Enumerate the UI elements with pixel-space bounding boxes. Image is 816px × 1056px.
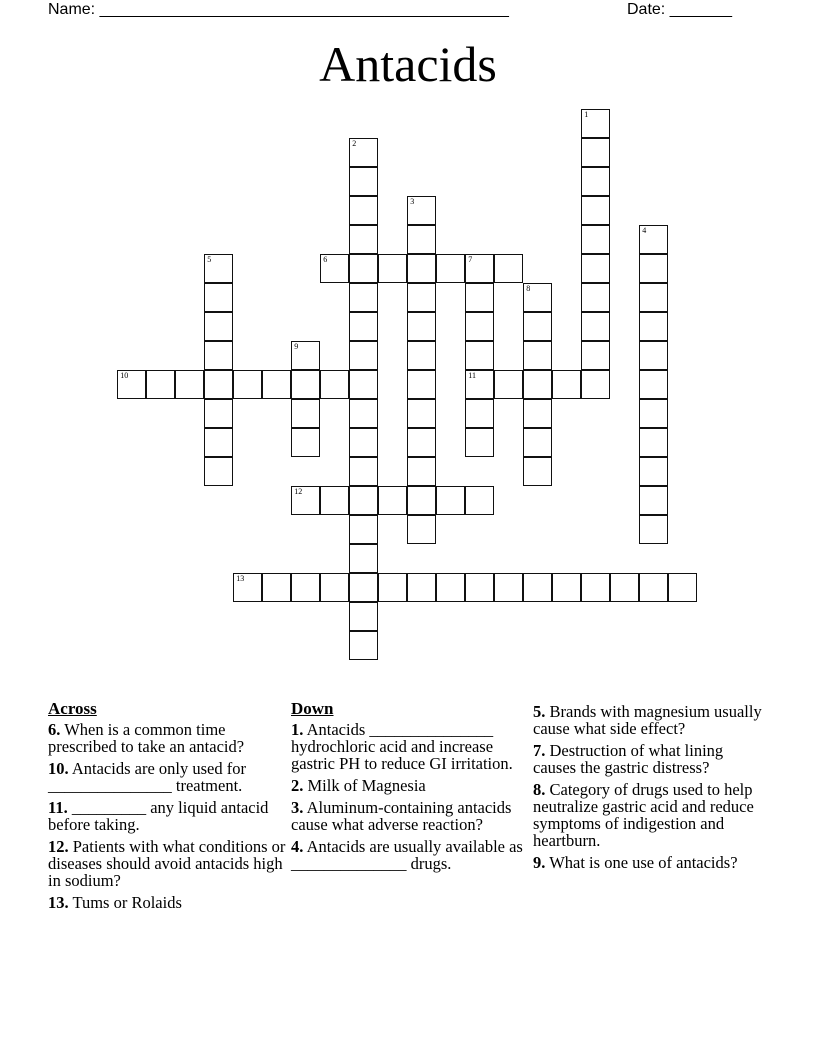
clue-text: Antacids are only used for _______________ treatment.	[48, 759, 246, 795]
grid-cell[interactable]	[494, 573, 523, 602]
clue-text: Milk of Magnesia	[307, 776, 426, 795]
grid-cell[interactable]	[465, 312, 494, 341]
grid-cell[interactable]	[552, 370, 581, 399]
clue-number: 6	[323, 255, 328, 265]
grid-cell[interactable]	[349, 515, 378, 544]
grid-cell[interactable]	[204, 283, 233, 312]
clue-num: 9.	[533, 853, 546, 872]
grid-cell[interactable]	[523, 428, 552, 457]
grid-cell[interactable]	[204, 457, 233, 486]
grid-cell[interactable]	[349, 167, 378, 196]
clue-number: 9	[294, 342, 299, 352]
grid-cell[interactable]	[146, 370, 175, 399]
grid-cell[interactable]	[407, 399, 436, 428]
grid-cell[interactable]	[639, 486, 668, 515]
clue-num: 4.	[291, 837, 304, 856]
grid-cell[interactable]	[320, 573, 349, 602]
grid-cell[interactable]	[291, 573, 320, 602]
grid-cell[interactable]	[291, 341, 320, 370]
across-clue	[48, 894, 288, 911]
grid-cell[interactable]	[581, 109, 610, 138]
across-clues	[48, 700, 288, 916]
grid-cell[interactable]	[378, 254, 407, 283]
grid-cell[interactable]	[639, 283, 668, 312]
clue-number: 11	[468, 371, 476, 381]
clue-text: Brands with magnesium usually cause what side effect?	[533, 702, 762, 738]
grid-cell[interactable]	[204, 254, 233, 283]
clue-number: 2	[352, 139, 357, 149]
clue-num: 6.	[48, 720, 61, 739]
grid-cell[interactable]	[407, 486, 436, 515]
across-clue	[48, 721, 288, 755]
grid-cell[interactable]	[465, 486, 494, 515]
clue-num: 7.	[533, 741, 546, 760]
clue-num: 8.	[533, 780, 546, 799]
grid-cell[interactable]	[465, 254, 494, 283]
down-clue	[291, 799, 523, 833]
grid-cell[interactable]	[407, 428, 436, 457]
grid-cell[interactable]	[349, 225, 378, 254]
clue-number: 5	[207, 255, 212, 265]
grid-cell[interactable]	[407, 283, 436, 312]
grid-cell[interactable]	[523, 341, 552, 370]
grid-cell[interactable]	[639, 573, 668, 602]
grid-cell[interactable]	[523, 370, 552, 399]
grid-cell[interactable]	[610, 573, 639, 602]
grid-cell[interactable]	[378, 573, 407, 602]
grid-cell[interactable]	[494, 370, 523, 399]
name-field[interactable]: Name: ______________________________________________	[48, 1, 509, 18]
across-clue	[48, 838, 288, 889]
grid-cell[interactable]	[407, 515, 436, 544]
grid-cell[interactable]	[523, 573, 552, 602]
clue-number: 7	[468, 255, 473, 265]
clue-text: Tums or Rolaids	[72, 893, 182, 912]
grid-cell[interactable]	[639, 399, 668, 428]
clue-text: Antacids _______________ hydrochloric acid and increase gastric PH to reduce GI irritation.	[291, 720, 513, 773]
grid-cell[interactable]	[523, 283, 552, 312]
grid-cell[interactable]	[349, 428, 378, 457]
grid-cell[interactable]	[465, 573, 494, 602]
grid-cell[interactable]	[639, 312, 668, 341]
grid-cell[interactable]	[349, 573, 378, 602]
down-clue	[533, 854, 765, 871]
grid-cell[interactable]	[349, 283, 378, 312]
grid-cell[interactable]	[494, 254, 523, 283]
grid-cell[interactable]	[465, 283, 494, 312]
grid-cell[interactable]	[639, 370, 668, 399]
grid-cell[interactable]	[639, 515, 668, 544]
grid-cell[interactable]	[204, 341, 233, 370]
grid-cell[interactable]	[581, 225, 610, 254]
grid-cell[interactable]	[407, 370, 436, 399]
grid-cell[interactable]	[378, 486, 407, 515]
down-heading: Down	[291, 699, 334, 718]
down-clue	[291, 838, 523, 872]
grid-cell[interactable]	[407, 196, 436, 225]
grid-cell[interactable]	[639, 428, 668, 457]
down-clue	[291, 721, 523, 772]
grid-cell[interactable]	[407, 225, 436, 254]
grid-cell[interactable]	[639, 457, 668, 486]
grid-cell[interactable]	[581, 196, 610, 225]
grid-cell[interactable]	[291, 399, 320, 428]
page-title: Antacids	[319, 36, 497, 92]
grid-cell[interactable]	[436, 254, 465, 283]
grid-cell[interactable]	[465, 399, 494, 428]
grid-cell[interactable]	[320, 254, 349, 283]
grid-cell[interactable]	[349, 196, 378, 225]
clue-number: 1	[584, 110, 589, 120]
grid-cell[interactable]	[523, 399, 552, 428]
grid-cell[interactable]	[204, 428, 233, 457]
grid-cell[interactable]	[581, 167, 610, 196]
grid-cell[interactable]	[349, 602, 378, 631]
clue-num: 2.	[291, 776, 304, 795]
grid-cell[interactable]	[320, 486, 349, 515]
clue-number: 4	[642, 226, 647, 236]
grid-cell[interactable]	[291, 428, 320, 457]
grid-cell[interactable]	[523, 312, 552, 341]
clue-text: Antacids are usually available as ______________ drugs.	[291, 837, 523, 873]
grid-cell[interactable]	[581, 283, 610, 312]
grid-cell[interactable]	[291, 370, 320, 399]
grid-cell[interactable]	[465, 341, 494, 370]
grid-cell[interactable]	[668, 573, 697, 602]
clue-number: 10	[120, 371, 129, 381]
grid-cell[interactable]	[639, 254, 668, 283]
grid-cell[interactable]	[581, 138, 610, 167]
clue-number: 8	[526, 284, 531, 294]
date-field[interactable]: Date: _______	[627, 1, 732, 18]
clue-text: What is one use of antacids?	[549, 853, 738, 872]
grid-cell[interactable]	[581, 254, 610, 283]
down-clue	[533, 742, 765, 776]
clue-num: 3.	[291, 798, 304, 817]
clue-text: Destruction of what lining causes the gastric distress?	[533, 741, 724, 777]
clue-num: 13.	[48, 893, 69, 912]
grid-cell[interactable]	[639, 225, 668, 254]
grid-cell[interactable]	[262, 573, 291, 602]
grid-cell[interactable]	[349, 399, 378, 428]
across-heading: Across	[48, 699, 97, 718]
grid-cell[interactable]	[233, 370, 262, 399]
grid-cell[interactable]	[349, 486, 378, 515]
grid-cell[interactable]	[175, 370, 204, 399]
clue-number: 3	[410, 197, 415, 207]
grid-cell[interactable]	[465, 370, 494, 399]
grid-cell[interactable]	[581, 341, 610, 370]
grid-cell[interactable]	[349, 631, 378, 660]
grid-cell[interactable]	[291, 486, 320, 515]
grid-cell[interactable]	[204, 312, 233, 341]
clue-text: Category of drugs used to help neutralize gastric acid and reduce symptoms of indigestion and heartburn.	[533, 780, 754, 850]
grid-cell[interactable]	[320, 370, 349, 399]
grid-cell[interactable]	[349, 544, 378, 573]
down-clues-continued	[533, 703, 765, 876]
grid-cell[interactable]	[407, 341, 436, 370]
down-clues	[291, 700, 523, 877]
grid-cell[interactable]	[233, 573, 262, 602]
grid-cell[interactable]	[349, 341, 378, 370]
grid-cell[interactable]	[465, 428, 494, 457]
grid-cell[interactable]	[639, 341, 668, 370]
grid-cell[interactable]	[407, 254, 436, 283]
grid-cell[interactable]	[349, 312, 378, 341]
grid-cell[interactable]	[523, 457, 552, 486]
grid-cell[interactable]	[349, 457, 378, 486]
grid-cell[interactable]	[552, 573, 581, 602]
grid-cell[interactable]	[407, 573, 436, 602]
grid-cell[interactable]	[581, 573, 610, 602]
down-clue	[533, 703, 765, 737]
clue-number: 13	[236, 574, 245, 584]
grid-cell[interactable]	[436, 573, 465, 602]
grid-cell[interactable]	[407, 457, 436, 486]
clue-num: 12.	[48, 837, 69, 856]
clue-num: 10.	[48, 759, 69, 778]
grid-cell[interactable]	[349, 370, 378, 399]
grid-cell[interactable]	[407, 312, 436, 341]
grid-cell[interactable]	[436, 486, 465, 515]
clue-number: 12	[294, 487, 303, 497]
clue-num: 11.	[48, 798, 68, 817]
clue-num: 5.	[533, 702, 546, 721]
grid-cell[interactable]	[581, 370, 610, 399]
across-clue	[48, 799, 288, 833]
clue-text: _________ any liquid antacid before taking.	[48, 798, 269, 834]
clue-text: Aluminum-containing antacids cause what adverse reaction?	[291, 798, 512, 834]
grid-cell[interactable]	[204, 399, 233, 428]
grid-cell[interactable]	[581, 312, 610, 341]
grid-cell[interactable]	[117, 370, 146, 399]
down-clue	[291, 777, 523, 794]
clue-text: Patients with what conditions or diseases should avoid antacids high in sodium?	[48, 837, 286, 890]
clue-num: 1.	[291, 720, 304, 739]
down-clue	[533, 781, 765, 849]
clue-text: When is a common time prescribed to take an antacid?	[48, 720, 245, 756]
across-clue	[48, 760, 288, 794]
grid-cell[interactable]	[349, 138, 378, 167]
grid-cell[interactable]	[349, 254, 378, 283]
grid-cell[interactable]	[262, 370, 291, 399]
grid-cell[interactable]	[204, 370, 233, 399]
